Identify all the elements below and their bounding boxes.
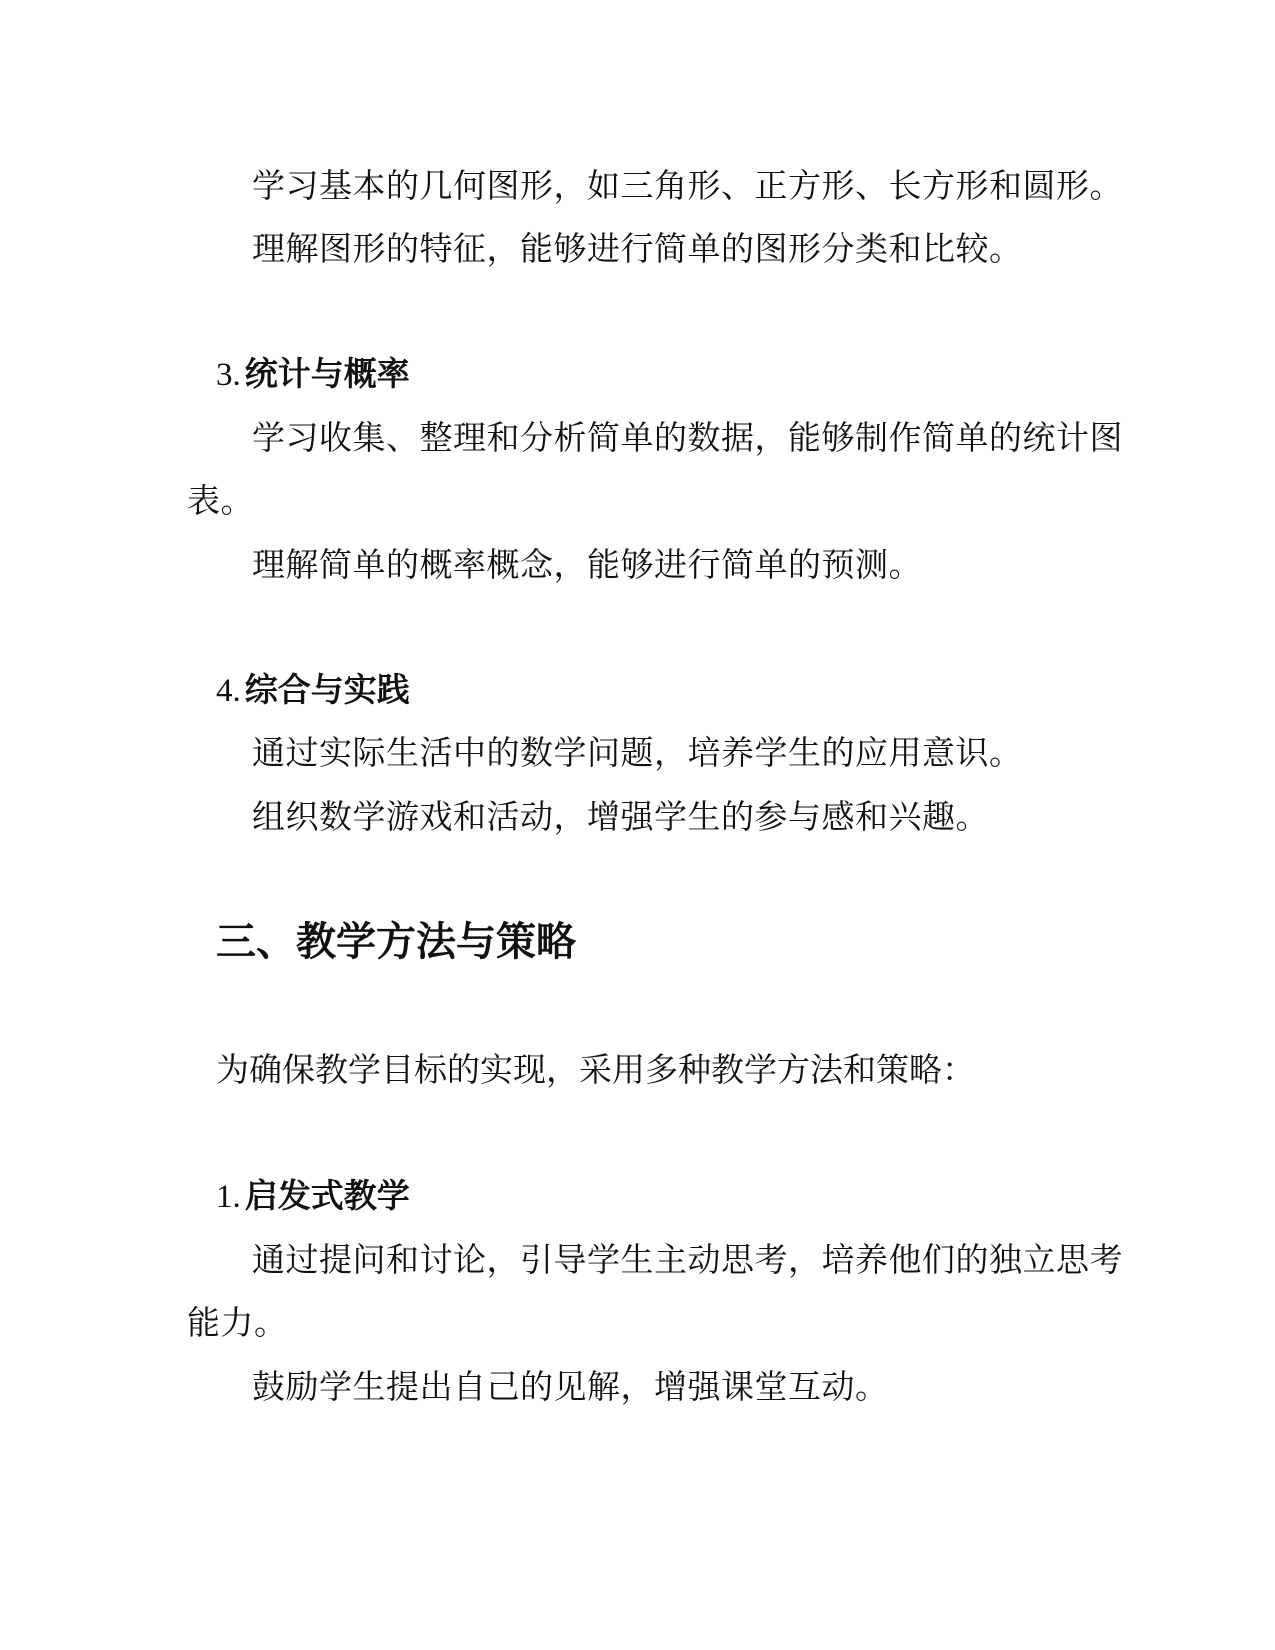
section-3-line-2: 理解简单的概率概念，能够进行简单的预测。 bbox=[252, 545, 922, 584]
item-1-line-1b: 能力。 bbox=[187, 1303, 288, 1342]
section-3-heading bbox=[216, 354, 410, 395]
section-3-line-1b: 表。 bbox=[187, 481, 254, 520]
section-4-line-1: 通过实际生活中的数学问题，培养学生的应用意识。 bbox=[252, 733, 1023, 772]
section-4-heading bbox=[216, 670, 410, 711]
item-1-number: 1. bbox=[216, 1179, 241, 1215]
chapter-3-intro: 为确保教学目标的实现，采用多种教学方法和策略： bbox=[216, 1050, 975, 1089]
chapter-3-heading: 三、教学方法与策略 bbox=[216, 919, 576, 965]
section-3-line-1a: 学习收集、整理和分析简单的数据，能够制作简单的统计图 bbox=[252, 418, 1123, 457]
section-4-number: 4. bbox=[216, 673, 241, 709]
section-3-title: 统计与概率 bbox=[244, 354, 410, 393]
item-1-title: 启发式教学 bbox=[244, 1176, 410, 1215]
section-3-number: 3. bbox=[216, 357, 241, 393]
section-4-line-2: 组织数学游戏和活动，增强学生的参与感和兴趣。 bbox=[252, 797, 989, 836]
item-1-line-1a: 通过提问和讨论，引导学生主动思考，培养他们的独立思考 bbox=[252, 1240, 1123, 1279]
section-4-title: 综合与实践 bbox=[244, 670, 410, 709]
item-1-heading bbox=[216, 1176, 410, 1217]
geometry-line-1: 学习基本的几何图形，如三角形、正方形、长方形和圆形。 bbox=[252, 166, 1123, 205]
item-1-line-2: 鼓励学生提出自己的见解，增强课堂互动。 bbox=[252, 1367, 889, 1406]
geometry-line-2: 理解图形的特征，能够进行简单的图形分类和比较。 bbox=[252, 229, 1023, 268]
